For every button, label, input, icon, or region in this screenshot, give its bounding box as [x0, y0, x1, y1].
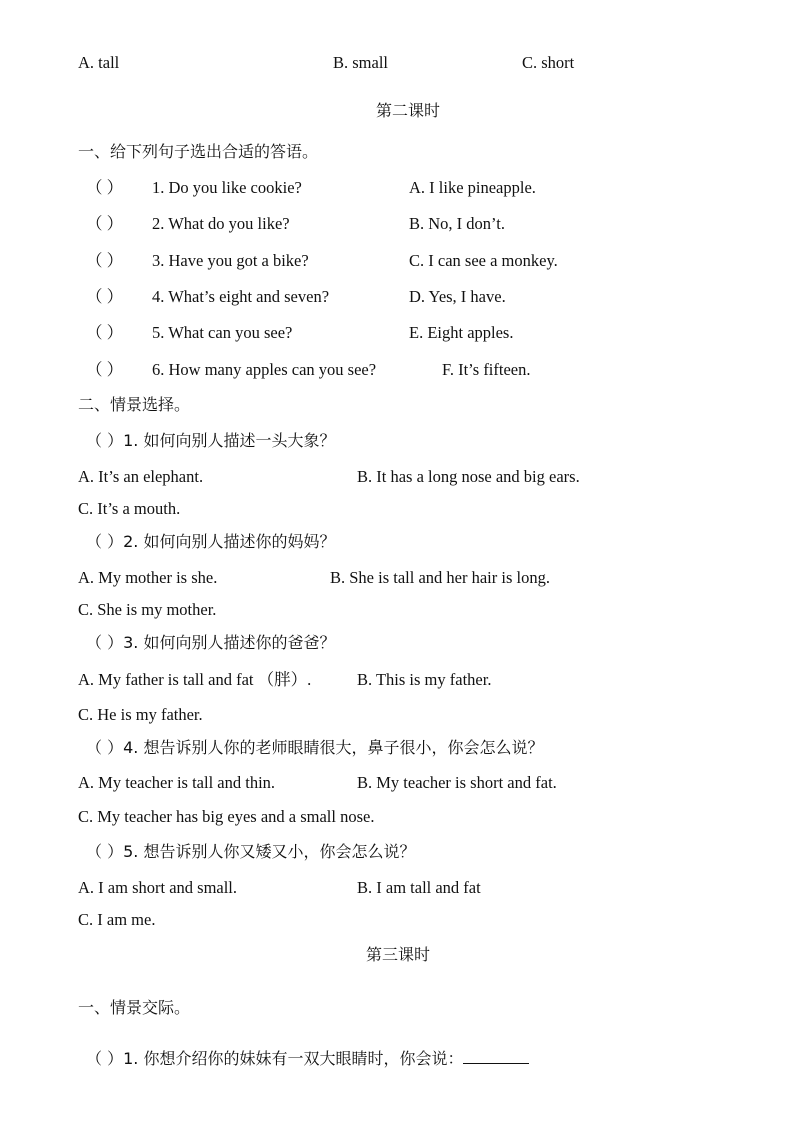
answer-paren: （ ）: [86, 251, 124, 270]
situation-question: （ ）2. 如何向别人描述你的妈妈？: [86, 532, 336, 551]
choice-c: C. I am me.: [78, 910, 156, 929]
match-answer: D. Yes, I have.: [409, 287, 506, 306]
choice-c: C. My teacher has big eyes and a small nose.: [78, 807, 375, 826]
choice-b: B. This is my father.: [357, 670, 492, 689]
match-answer: A. I like pineapple.: [409, 178, 536, 197]
lesson3-title: 第三课时: [366, 945, 431, 964]
match-answer: E. Eight apples.: [409, 323, 514, 342]
match-question: 4. What’s eight and seven?: [152, 287, 330, 306]
situation-prompt: （ ）1. 你想介绍你的妹妹有一双大眼睛时，你会说：: [86, 1049, 464, 1068]
answer-paren: （ ）: [86, 323, 124, 342]
choice-a: A. I am short and small.: [78, 878, 238, 897]
lesson3-part1-heading: 一、情景交际。: [78, 998, 191, 1017]
match-question: 6. How many apples can you see?: [152, 360, 377, 379]
situation-question: （ ）4. 想告诉别人你的老师眼睛很大，鼻子很小，你会怎么说？: [86, 738, 544, 757]
choice-c: C. It’s a mouth.: [78, 499, 181, 518]
choice-a: A. It’s an elephant.: [78, 467, 204, 486]
match-question: 1. Do you like cookie?: [152, 178, 302, 197]
match-answer: B. No, I don’t.: [409, 214, 505, 233]
situation-question: [86, 1051, 529, 1067]
choice-c: C. She is my mother.: [78, 600, 217, 619]
choice-b: B. My teacher is short and fat.: [357, 773, 557, 792]
lesson2-part2-heading: 二、情景选择。: [78, 395, 191, 414]
answer-blank[interactable]: [463, 1062, 529, 1064]
answer-paren: （ ）: [86, 287, 124, 306]
choice-b: B. It has a long nose and big ears.: [357, 467, 580, 486]
answer-paren: （ ）: [86, 214, 124, 233]
situation-question: （ ）5. 想告诉别人你又矮又小，你会怎么说？: [86, 842, 416, 861]
choice-a: A. My father is tall and fat （胖）.: [78, 670, 312, 689]
option-c: C. short: [522, 53, 575, 72]
answer-paren: （ ）: [86, 178, 124, 197]
option-a: A. tall: [78, 53, 120, 72]
match-question: 2. What do you like?: [152, 214, 290, 233]
choice-b: B. I am tall and fat: [357, 878, 481, 897]
situation-question: （ ）1. 如何向别人描述一头大象？: [86, 431, 336, 450]
option-b: B. small: [333, 53, 389, 72]
lesson2-title: 第二课时: [376, 101, 441, 120]
choice-c: C. He is my father.: [78, 705, 203, 724]
choice-a: A. My mother is she.: [78, 568, 218, 587]
lesson2-part1-heading: 一、给下列句子选出合适的答语。: [78, 142, 319, 161]
match-answer: C. I can see a monkey.: [409, 251, 558, 270]
situation-question: （ ）3. 如何向别人描述你的爸爸？: [86, 633, 336, 652]
match-question: 5. What can you see?: [152, 323, 293, 342]
answer-paren: （ ）: [86, 360, 124, 379]
match-answer: F. It’s fifteen.: [442, 360, 531, 379]
choice-b: B. She is tall and her hair is long.: [330, 568, 550, 587]
choice-a: A. My teacher is tall and thin.: [78, 773, 276, 792]
match-question: 3. Have you got a bike?: [152, 251, 309, 270]
